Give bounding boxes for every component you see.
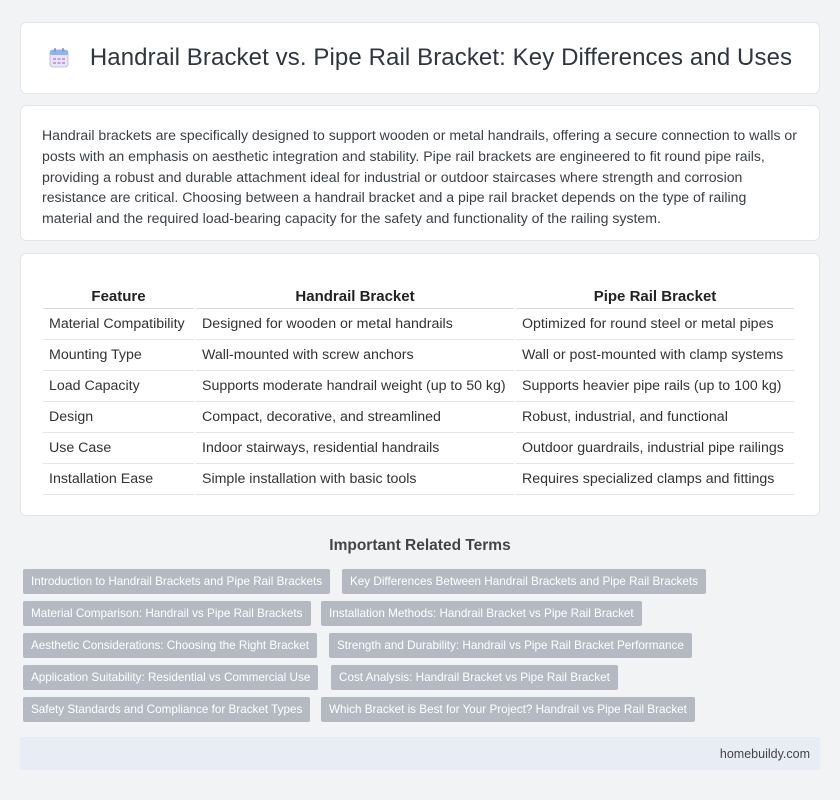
related-term-tag[interactable]: Key Differences Between Handrail Brackets and Pipe Rail Brackets xyxy=(342,569,706,594)
related-term-tag[interactable]: Installation Methods: Handrail Bracket vs Pipe Rail Bracket xyxy=(321,601,642,626)
table-cell: Supports moderate handrail weight (up to 50 kg) xyxy=(195,371,515,402)
related-term-tag[interactable]: Cost Analysis: Handrail Bracket vs Pipe Rail Bracket xyxy=(331,665,618,690)
footer-site-name: homebuildy.com xyxy=(719,746,810,761)
table-cell: Installation Ease xyxy=(43,464,195,495)
title-wrap xyxy=(48,44,792,72)
table-cell: Load Capacity xyxy=(43,371,195,402)
comparison-table-card xyxy=(20,253,820,516)
table-row xyxy=(43,340,794,371)
related-term-tag[interactable]: Aesthetic Considerations: Choosing the Right Bracket xyxy=(23,633,317,658)
related-term-tag[interactable]: Strength and Durability: Handrail vs Pipe Rail Bracket Performance xyxy=(329,633,692,658)
footer-bar xyxy=(20,737,820,770)
table-cell: Wall or post-mounted with clamp systems xyxy=(515,340,794,371)
header-card xyxy=(20,22,820,94)
table-cell: Wall-mounted with screw anchors xyxy=(195,340,515,371)
table-cell: Design xyxy=(43,402,195,433)
table-row xyxy=(43,309,794,340)
table-row xyxy=(43,402,794,433)
table-cell: Compact, decorative, and streamlined xyxy=(195,402,515,433)
table-cell: Material Compatibility xyxy=(43,309,195,340)
intro-card xyxy=(20,105,820,241)
table-row xyxy=(43,371,794,402)
table-row xyxy=(43,433,794,464)
column-header-handrail-bracket: Handrail Bracket xyxy=(195,284,515,309)
table-cell: Designed for wooden or metal handrails xyxy=(195,309,515,340)
table-cell: Supports heavier pipe rails (up to 100 kg) xyxy=(515,371,794,402)
column-header-feature: Feature xyxy=(43,284,195,309)
related-terms-heading: Important Related Terms xyxy=(329,537,511,554)
table-cell: Mounting Type xyxy=(43,340,195,371)
table-cell: Simple installation with basic tools xyxy=(195,464,515,495)
table-cell: Optimized for round steel or metal pipes xyxy=(515,309,794,340)
related-term-tag[interactable]: Safety Standards and Compliance for Bracket Types xyxy=(23,697,310,722)
column-header-pipe-rail-bracket: Pipe Rail Bracket xyxy=(515,284,794,309)
table-cell: Robust, industrial, and functional xyxy=(515,402,794,433)
related-term-tag[interactable]: Introduction to Handrail Brackets and Pipe Rail Brackets xyxy=(23,569,330,594)
related-term-tag[interactable]: Which Bracket is Best for Your Project? Handrail vs Pipe Rail Bracket xyxy=(321,697,695,722)
table-cell: Indoor stairways, residential handrails xyxy=(195,433,515,464)
table-cell: Requires specialized clamps and fittings xyxy=(515,464,794,495)
table-cell: Use Case xyxy=(43,433,195,464)
calendar-icon xyxy=(48,47,70,69)
page-title: Handrail Bracket vs. Pipe Rail Bracket: Key Differences and Uses xyxy=(89,44,793,71)
table-cell: Outdoor guardrails, industrial pipe railings xyxy=(515,433,794,464)
related-term-tag[interactable]: Material Comparison: Handrail vs Pipe Rail Brackets xyxy=(23,601,311,626)
related-term-tag[interactable]: Application Suitability: Residential vs Commercial Use xyxy=(23,665,318,690)
table-header-row xyxy=(43,284,794,309)
intro-paragraph: Handrail brackets are specifically designed to support wooden or metal handrails, offering a secure connection to walls or posts with an emphasis on aesthetic integration and stability. Pipe rail brackets are engineered to fit round pipe rails, providing a robust and durable attachment ideal for industrial or outdoor staircases where strength and corrosion resistance are critical. Choosing between a handrail bracket and a pipe rail bracket depends on the type of railing material and the required load-bearing capacity for the safety and functionality of the railing system. xyxy=(42,127,797,227)
comparison-table xyxy=(43,284,794,495)
table-row xyxy=(43,464,794,495)
